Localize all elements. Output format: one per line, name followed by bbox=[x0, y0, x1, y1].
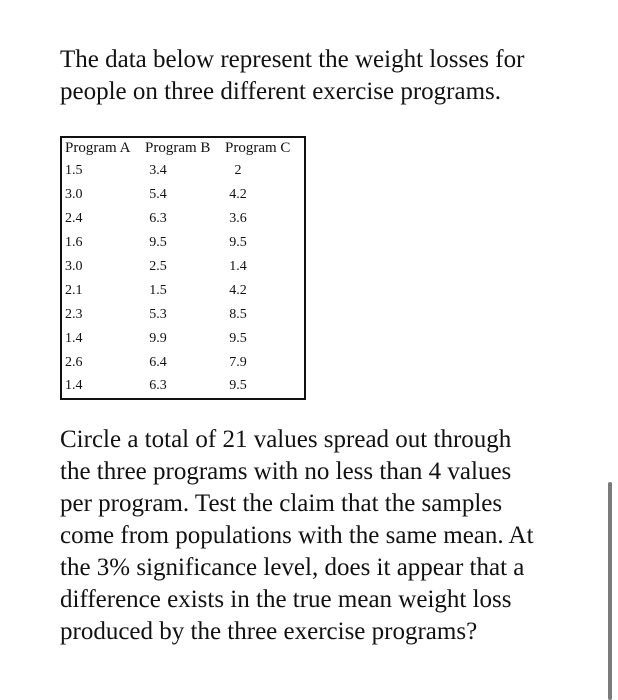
question-line: the 3% significance level, does it appear that a bbox=[60, 554, 525, 581]
table-row bbox=[62, 283, 304, 307]
cell-program-c: 9.5 bbox=[229, 378, 247, 393]
intro-line-2: people on three different exercise programs. bbox=[60, 78, 502, 105]
intro-line-1: The data below represent the weight losses for bbox=[60, 46, 525, 73]
cell-program-c: 8.5 bbox=[229, 307, 247, 322]
cell-program-a: 1.4 bbox=[65, 378, 83, 393]
cell-program-a: 2.3 bbox=[65, 307, 83, 322]
cell-program-b: 2.5 bbox=[149, 259, 167, 274]
table-row bbox=[62, 259, 304, 283]
table-row bbox=[62, 235, 304, 259]
table-row bbox=[62, 187, 304, 211]
cell-program-b: 5.4 bbox=[149, 187, 167, 202]
cell-program-c: 3.6 bbox=[229, 211, 247, 226]
table-row bbox=[62, 378, 304, 402]
cell-program-c: 7.9 bbox=[229, 355, 247, 370]
table-row bbox=[62, 163, 304, 187]
cell-program-c: 4.2 bbox=[229, 187, 247, 202]
header-program-c: Program C bbox=[225, 140, 291, 156]
header-program-a: Program A bbox=[65, 140, 131, 156]
cell-program-b: 6.4 bbox=[149, 355, 167, 370]
cell-program-b: 9.5 bbox=[149, 235, 167, 250]
cell-program-a: 2.4 bbox=[65, 211, 83, 226]
table-row bbox=[62, 211, 304, 235]
cell-program-c: 9.5 bbox=[229, 331, 247, 346]
cell-program-b: 9.9 bbox=[149, 331, 167, 346]
cell-program-c: 1.4 bbox=[229, 259, 247, 274]
question-line: the three programs with no less than 4 values bbox=[60, 458, 512, 485]
cell-program-a: 1.5 bbox=[65, 163, 83, 178]
cell-program-b: 6.3 bbox=[149, 211, 167, 226]
cell-program-b: 3.4 bbox=[149, 163, 167, 178]
question-line: produced by the three exercise programs? bbox=[60, 618, 478, 645]
cell-program-a: 2.1 bbox=[65, 283, 83, 298]
question-line: Circle a total of 21 values spread out through bbox=[60, 426, 512, 453]
cell-program-a: 1.6 bbox=[65, 235, 83, 250]
question-line: difference exists in the true mean weight loss bbox=[60, 586, 512, 613]
question-line: per program. Test the claim that the samples bbox=[60, 490, 503, 517]
cell-program-a: 1.4 bbox=[65, 331, 83, 346]
vertical-scrollbar[interactable] bbox=[608, 482, 612, 700]
question-line: come from populations with the same mean. At bbox=[60, 522, 534, 549]
cell-program-a: 3.0 bbox=[65, 259, 83, 274]
cell-program-b: 6.3 bbox=[149, 378, 167, 393]
table-row bbox=[62, 331, 304, 355]
cell-program-b: 1.5 bbox=[149, 283, 167, 298]
intro-text bbox=[60, 44, 590, 108]
weight-loss-table bbox=[60, 136, 306, 400]
cell-program-c: 2 bbox=[234, 163, 242, 178]
cell-program-c: 9.5 bbox=[229, 235, 247, 250]
question-text bbox=[60, 424, 590, 648]
table-row bbox=[62, 355, 304, 379]
cell-program-c: 4.2 bbox=[229, 283, 247, 298]
header-program-b: Program B bbox=[145, 140, 211, 156]
cell-program-a: 2.6 bbox=[65, 355, 83, 370]
table-row bbox=[62, 307, 304, 331]
cell-program-a: 3.0 bbox=[65, 187, 83, 202]
cell-program-b: 5.3 bbox=[149, 307, 167, 322]
